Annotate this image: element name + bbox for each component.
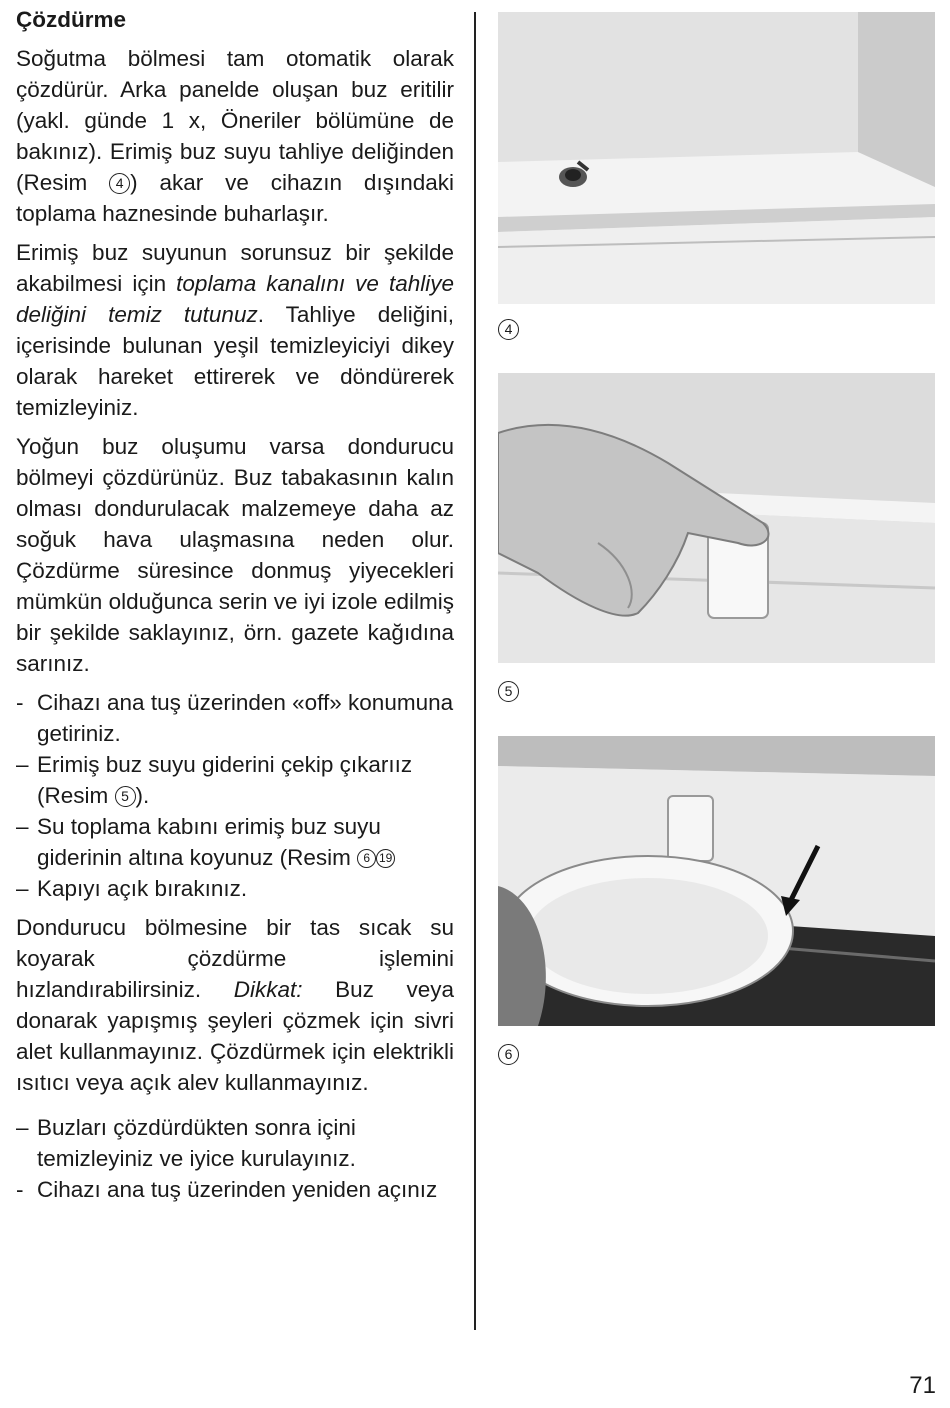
figure-6-caption [498,1043,519,1067]
text-run: . Tahliye deliğini, içerisinde bulunan yeşil temizleyiciyi dikey olarak hareket ettirerek ve döndürerek temizleyiniz. [16,302,454,420]
list-item-text: ). [135,783,150,808]
paragraph-warm-water-warning [16,912,454,1098]
list-marker: - [16,690,24,715]
text-run: Buz veya donarak yapışmış şeyleri çözmek için sivri alet kullanmayınız. Çözdürmek için elektrikli ısıtıcı veya açık alev kullanmayınız. [16,977,454,1095]
list-item-text: Cihazı ana tuş üzerinden yeniden açınız [37,1177,438,1202]
figure-ref-5: 5 [115,786,136,807]
list-marker: – [16,814,29,839]
list-marker: – [16,752,29,777]
figure-ref-6: 6 [357,849,376,868]
list-item [16,1174,454,1205]
emphasis-text: toplama kanalını ve tahliye deliğini temiz tutunuz [16,271,454,327]
text-column [16,4,454,1205]
section-heading: Çözdürme [16,7,127,32]
text-run: Soğutma bölmesi tam otomatik olarak çözdürür. Arka panelde oluşan buz eritilir (yakl. günde 1 x, Öneriler bölümüne de bakınız). Erimiş buz suyu tahliye deliğinden (Resim [16,46,454,195]
list-item [16,749,454,811]
paragraph-automatic-defrost [16,43,454,229]
figure-number-5: 5 [498,681,519,702]
list-item-text: Erimiş buz suyu giderini çekip çıkarıız (Resim [37,752,413,808]
paragraph-freezer-defrost: Yoğun buz oluşumu varsa dondurucu bölmeyi çözdürünüz. Buz tabakasının kalın olması dondurulacak malzemeye daha az soğuk hava ulaşmasına neden olur. Çözdürme süresince donmuş yiyecekleri mümkün olduğunca serin ve iyi izole edilmiş bir şekilde saklayınız, örn. gazete kağıdına sarınız. [16,434,454,676]
list-marker: – [16,876,29,901]
figure-5-caption [498,680,519,704]
list-item [16,687,454,749]
figure-number-4: 4 [498,319,519,340]
drain-pull-image [498,373,935,663]
figure-5-photo [498,373,935,663]
column-divider [474,12,476,1330]
page-number: 71 [909,1372,936,1399]
figure-number-6: 6 [498,1044,519,1065]
text-run: ) akar ve cihazın dışındaki toplama haznesinde buharlaşır. [16,170,454,226]
list-item-text: Cihazı ana tuş üzerinden «off» konumuna getiriniz. [37,690,454,746]
figure-ref-4: 4 [109,173,130,194]
collection-bowl-image [498,736,935,1026]
paragraph-drain-cleaning [16,237,454,423]
list-item-text: Kapıyı açık bırakınız. [37,876,248,901]
text-run: Dondurucu bölmesine bir tas sıcak su koyarak çözdürme işlemini hızlandırabilirsiniz. [16,915,454,1002]
list-marker: – [16,1115,29,1140]
list-item [16,873,454,904]
drain-hole-image [498,12,935,304]
warning-label: Dikkat: [233,977,303,1002]
figure-4-caption [498,318,519,342]
figure-6-photo [498,736,935,1026]
list-item-text: Buzları çözdürdükten sonra içini temizleyiniz ve iyice kurulayınız. [37,1115,356,1171]
figure-ref-19: 19 [376,849,395,868]
figure-4-photo [498,12,935,304]
list-item-text: Su toplama kabını erimiş buz suyu giderinin altına koyunuz (Resim [37,814,381,870]
list-marker: - [16,1177,24,1202]
text-run: Erimiş buz suyunun sorunsuz bir şekilde akabilmesi için [16,240,454,296]
list-item [16,1112,454,1174]
list-item [16,811,454,873]
